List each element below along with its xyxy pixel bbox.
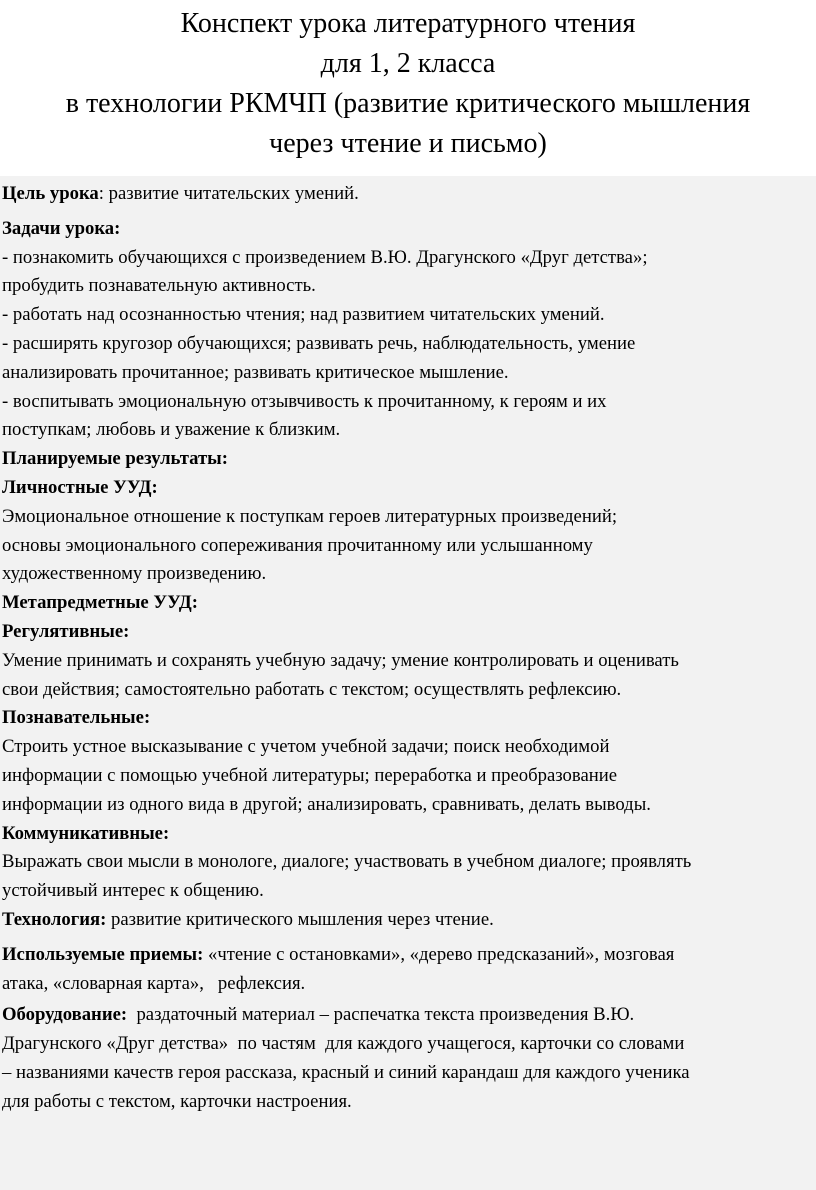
meta-heading: Метапредметные УУД: — [2, 592, 198, 614]
tasks-line: - работать над осознанностью чтения; над развитием читательских умений. — [2, 304, 605, 326]
tasks-heading: Задачи урока: — [2, 217, 121, 239]
communicative-line: устойчивый интерес к общению. — [2, 880, 264, 902]
title-line-4: через чтение и письмо) — [269, 128, 547, 159]
title-line-3: в технологии РКМЧП (развитие критического мышления — [65, 88, 751, 119]
equipment-paragraph — [2, 1001, 816, 1030]
communicative-line: Выражать свои мысли в монологе, диалоге; участвовать в учебном диалоге; проявлять — [2, 851, 692, 873]
cognitive-line: информации из одного вида в другой; анализировать, сравнивать, делать выводы. — [2, 793, 651, 815]
techniques-line: атака, «словарная карта», рефлексия. — [2, 972, 306, 994]
document-body — [0, 176, 816, 1190]
personal-heading: Личностные УУД: — [2, 476, 158, 498]
personal-line: основы эмоционального сопереживания прочитанному или услышанному — [2, 534, 593, 556]
document-title — [0, 0, 816, 176]
regulative-heading: Регулятивные: — [2, 620, 130, 642]
results-heading: Планируемые результаты: — [2, 448, 228, 470]
technology-label: Технология: — [2, 908, 107, 930]
tasks-line: - воспитывать эмоциональную отзывчивость к прочитанному, к героям и их — [2, 390, 607, 412]
personal-line: художественному произведению. — [2, 563, 267, 585]
regulative-line: Умение принимать и сохранять учебную задачу; умение контролировать и оценивать — [2, 649, 679, 671]
goal-text: : развитие читательских умений. — [98, 183, 359, 204]
technology-text: развитие критического мышления через чтение. — [106, 908, 494, 930]
goal-label: Цель урока — [2, 183, 99, 204]
cognitive-line: Строить устное высказывание с учетом учебной задачи; поиск необходимой — [2, 736, 610, 758]
techniques-paragraph — [2, 941, 816, 970]
communicative-heading: Коммуникативные: — [2, 822, 170, 844]
regulative-line: свои действия; самостоятельно работать с текстом; осуществлять рефлексию. — [2, 678, 622, 700]
equipment-line: для работы с текстом, карточки настроения. — [2, 1090, 352, 1112]
techniques-text: «чтение с остановками», «дерево предсказаний», мозговая — [203, 943, 675, 965]
technology-paragraph — [2, 906, 816, 935]
techniques-label: Используемые приемы: — [2, 943, 204, 965]
equipment-line: Драгунского «Друг детства» по частям для каждого учащегося, карточки со словами — [2, 1033, 685, 1055]
equipment-label: Оборудование: — [2, 1004, 128, 1026]
title-line-2: для 1, 2 класса — [320, 48, 496, 79]
title-line-1: Конспект урока литературного чтения — [180, 8, 636, 39]
personal-line: Эмоциональное отношение к поступкам героев литературных произведений; — [2, 505, 618, 527]
tasks-line: анализировать прочитанное; развивать критическое мышление. — [2, 361, 509, 383]
equipment-line: – названиями качеств героя рассказа, красный и синий карандаш для каждого ученика — [2, 1061, 690, 1083]
tasks-line: - расширять кругозор обучающихся; развивать речь, наблюдательность, умение — [2, 332, 636, 354]
goal-paragraph — [2, 180, 816, 209]
tasks-line: пробудить познавательную активность. — [2, 275, 316, 297]
tasks-line: - познакомить обучающихся с произведением В.Ю. Драгунского «Друг детства»; — [2, 246, 648, 268]
tasks-line: поступкам; любовь и уважение к близким. — [2, 419, 341, 441]
cognitive-heading: Познавательные: — [2, 707, 151, 729]
cognitive-line: информации с помощью учебной литературы; переработка и преобразование — [2, 764, 618, 786]
equipment-text: раздаточный материал – распечатка текста произведения В.Ю. — [127, 1004, 635, 1026]
